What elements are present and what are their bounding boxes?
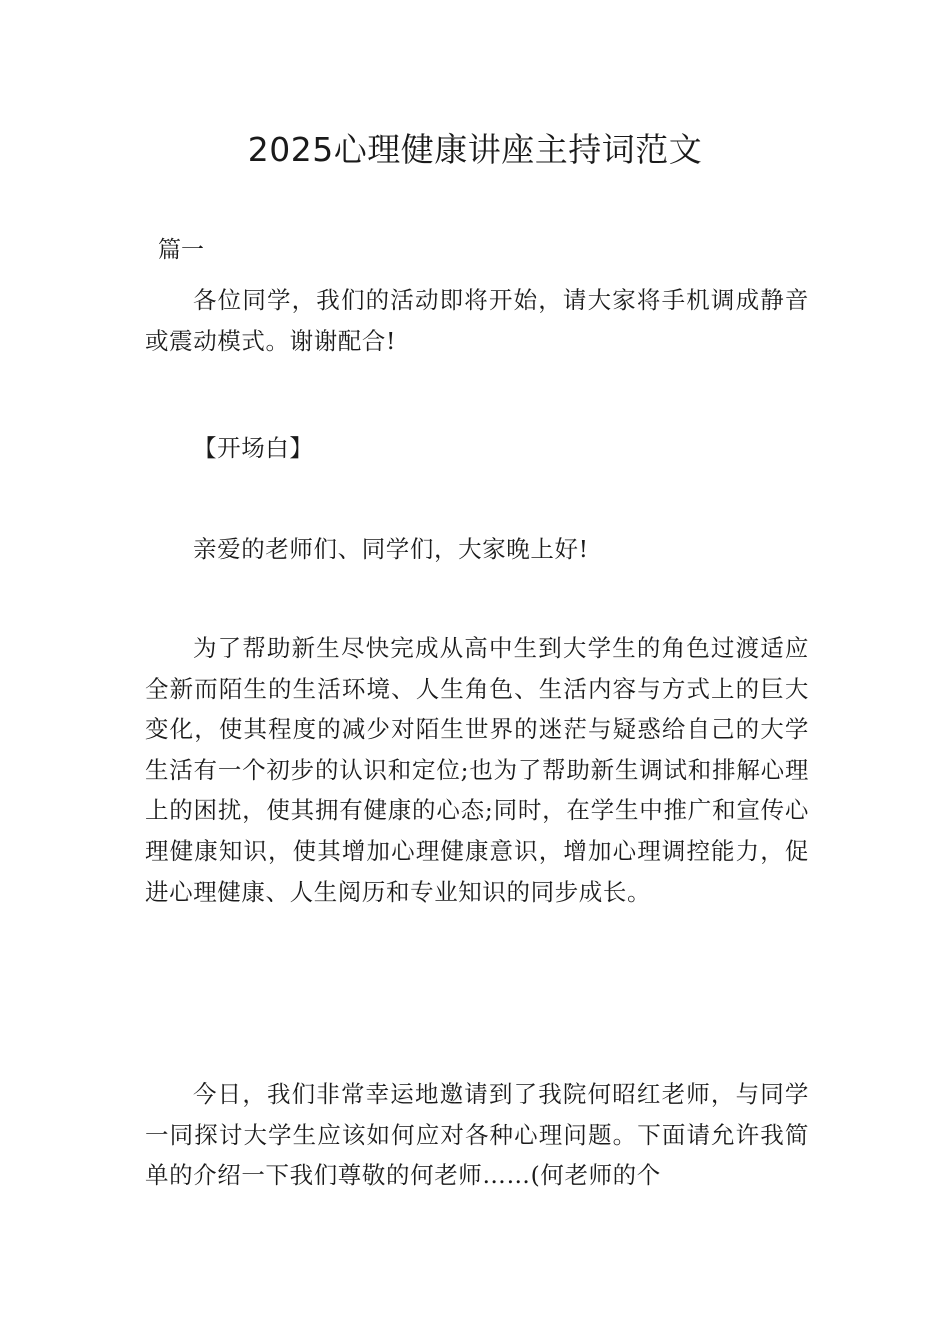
paragraph-greeting: 亲爱的老师们、同学们，大家晚上好!: [193, 535, 589, 563]
paragraph-heading-opening: 【开场白】: [193, 434, 314, 462]
paragraph-notice: 各位同学，我们的活动即将开始，请大家将手机调成静音或震动模式。谢谢配合!: [145, 286, 809, 355]
document-title: 2025心理健康讲座主持词范文: [247, 130, 703, 169]
paragraph-purpose: 为了帮助新生尽快完成从高中生到大学生的角色过渡适应全新而陌生的生活环境、人生角色、生活内容与方式上的巨大变化，使其程度的减少对陌生世界的迷茫与疑惑给自己的大学生活有一个初步的认识和定位;也为了帮助新生调试和排解心理上的困扰，使其拥有健康的心态;同时，在学生中推广和宣传心理健康知识，使其增加心理健康意识，增加心理调控能力，促进心理健康、人生阅历和专业知识的同步成长。: [145, 634, 809, 906]
paragraph-introduction: 今日，我们非常幸运地邀请到了我院何昭红老师，与同学一同探讨大学生应该如何应对各种心理问题。下面请允许我简单的介绍一下我们尊敬的何老师……(何老师的个: [145, 1080, 809, 1190]
section-label: 篇一: [158, 237, 204, 263]
